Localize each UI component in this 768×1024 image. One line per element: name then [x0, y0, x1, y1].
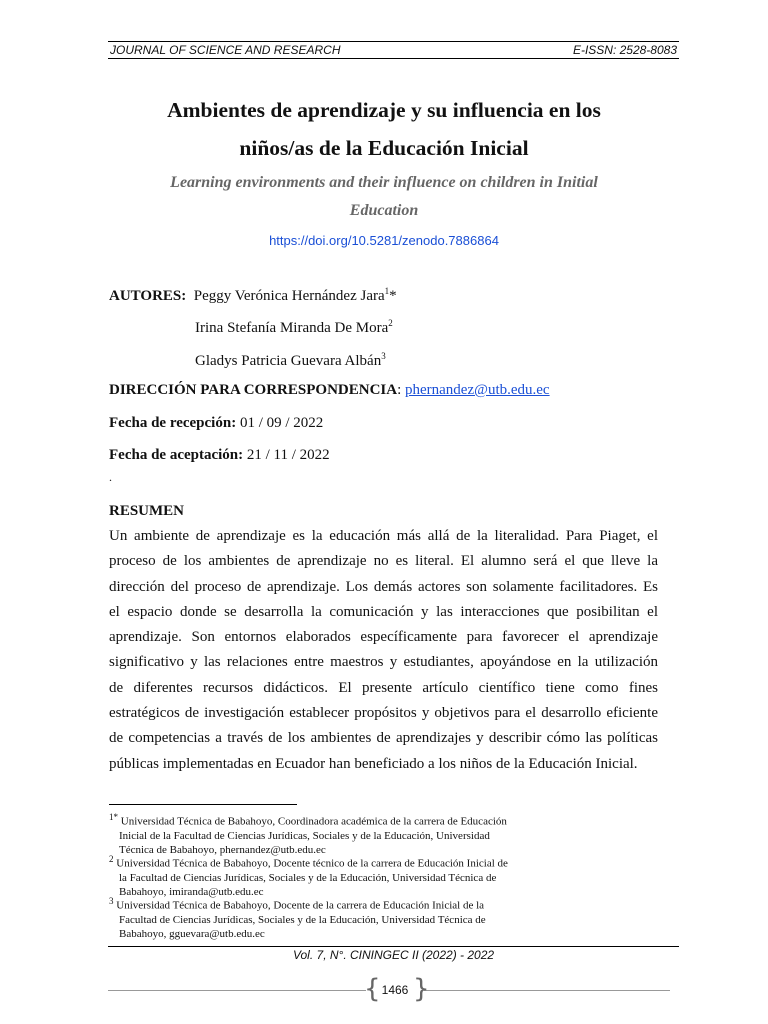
abstract-line: dirección del proceso de aprendizaje. Los demás actores son solamente facilitadores. Es: [109, 578, 658, 595]
author-name: Gladys Patricia Guevara Albán: [195, 353, 382, 369]
authors-row-3: [195, 351, 386, 370]
doi-link[interactable]: [100, 233, 668, 248]
right-brace-icon: }: [413, 974, 430, 1004]
abstract-line: el espacio donde se desarrolla la comunicación y las interacciones que posibilitan el: [109, 603, 658, 620]
footnote-line: Universidad Técnica de Babahoyo, Docente de la carrera de Educación Inicial de la: [116, 899, 485, 912]
abstract-line: aprendizaje. Son entornos elaborados específicamente para favorecer el aprendizaje: [109, 629, 658, 646]
footnote-line: Inicial de la Facultad de Ciencias Jurídicas, Sociales y de la Educación, Universidad: [119, 829, 490, 842]
footnote-3: [109, 894, 579, 941]
footnote-mark: 3: [109, 896, 114, 906]
abstract-line: estratégicos de investigación establecer propósitos y objetivos para el desarrollo eficiente: [109, 705, 658, 722]
reception-label: Fecha de recepción:: [109, 415, 237, 431]
reception-row: [109, 415, 323, 432]
page-rule-right: [424, 990, 670, 991]
footnote-line: Babahoyo, imiranda@utb.edu.ec: [119, 885, 264, 898]
footnote-line: la Facultad de Ciencias Jurídicas, Sociales y de la Educación, Universidad Técnica de: [119, 871, 497, 884]
corresponding-mark: *: [389, 288, 397, 304]
author-name: Irina Stefanía Miranda De Mora: [195, 320, 389, 336]
footnote-rule: [109, 804, 297, 805]
correspondence-email[interactable]: phernandez@utb.edu.ec: [405, 382, 550, 398]
subtitle-line-1: Learning environments and their influence on children in Initial: [170, 174, 598, 191]
authors-label: AUTORES:: [109, 288, 187, 304]
acceptance-label: Fecha de aceptación:: [109, 447, 244, 463]
footnote-line: Universidad Técnica de Babahoyo, Docente técnico de la carrera de Educación Inicial de: [116, 857, 508, 870]
subtitle-line-2: Education: [349, 202, 419, 219]
correspondence-label: DIRECCIÓN PARA CORRESPONDENCIA: [109, 382, 398, 398]
acceptance-date: 21 / 11 / 2022: [246, 447, 330, 463]
footnote-mark: 1*: [109, 812, 118, 822]
abstract-line: de competencias a través de los ambientes de aprendizajes y describir cómo las políticas: [109, 730, 658, 747]
footnote-line: Facultad de Ciencias Jurídicas, Sociales y de la Educación, Universidad Técnica de: [119, 913, 486, 926]
footnote-mark: 2: [109, 854, 114, 864]
doi-text[interactable]: https://doi.org/10.5281/zenodo.7886864: [269, 233, 499, 248]
footer-rule: [108, 946, 679, 947]
issn: E-ISSN: 2528-8083: [572, 43, 677, 57]
running-header: [108, 41, 679, 59]
authors-row-1: [109, 286, 397, 305]
page-number: 1466: [381, 983, 409, 997]
page-rule-left: [108, 990, 366, 991]
abstract-line: proceso de los ambientes de aprendizaje no es literal. El alumno será el que lleve la: [109, 553, 658, 570]
footnote-line: Universidad Técnica de Babahoyo, Coordinadora académica de la carrera de Educación: [120, 815, 507, 828]
abstract-body: [109, 524, 658, 777]
footnote-line: Babahoyo, gguevara@utb.edu.ec: [119, 927, 265, 940]
correspondence-row: [109, 382, 550, 399]
footnote-2: [109, 852, 579, 899]
author-sup: 2: [388, 318, 393, 328]
stray-dot: .: [109, 470, 112, 484]
author-sup: 3: [381, 351, 386, 361]
abstract-heading: RESUMEN: [109, 503, 185, 519]
title-line-1: Ambientes de aprendizaje y su influencia en los: [167, 98, 601, 122]
abstract-line: Un ambiente de aprendizaje es la educación más allá de la literalidad. Para Piaget, el: [109, 528, 658, 544]
abstract-line: significativo y las relaciones entre maestros y estudiantes, apoyándose en la utilización: [109, 654, 658, 671]
acceptance-row: [109, 447, 330, 464]
left-brace-icon: {: [364, 974, 381, 1004]
author-name: Peggy Verónica Hernández Jara: [193, 288, 385, 304]
title-line-2: niños/as de la Educación Inicial: [239, 136, 529, 160]
authors-row-2: [195, 318, 393, 337]
reception-date: 01 / 09 / 2022: [239, 415, 324, 431]
journal-name: JOURNAL OF SCIENCE AND RESEARCH: [110, 43, 341, 57]
author-sup: 1: [384, 286, 390, 296]
footnote-1: [109, 810, 579, 857]
volume-info: Vol. 7, N°. CININGEC II (2022) - 2022: [292, 948, 495, 962]
abstract-line: públicas implementadas en Ecuador han beneficiado a los niños de la Educación Inicial.: [109, 755, 638, 772]
correspondence-sep: :: [397, 382, 402, 398]
footnote-line: Técnica de Babahoyo, phernandez@utb.edu.ec: [119, 843, 326, 856]
abstract-line: de diferentes recursos didácticos. El presente artículo científico tiene como fines: [109, 679, 658, 696]
